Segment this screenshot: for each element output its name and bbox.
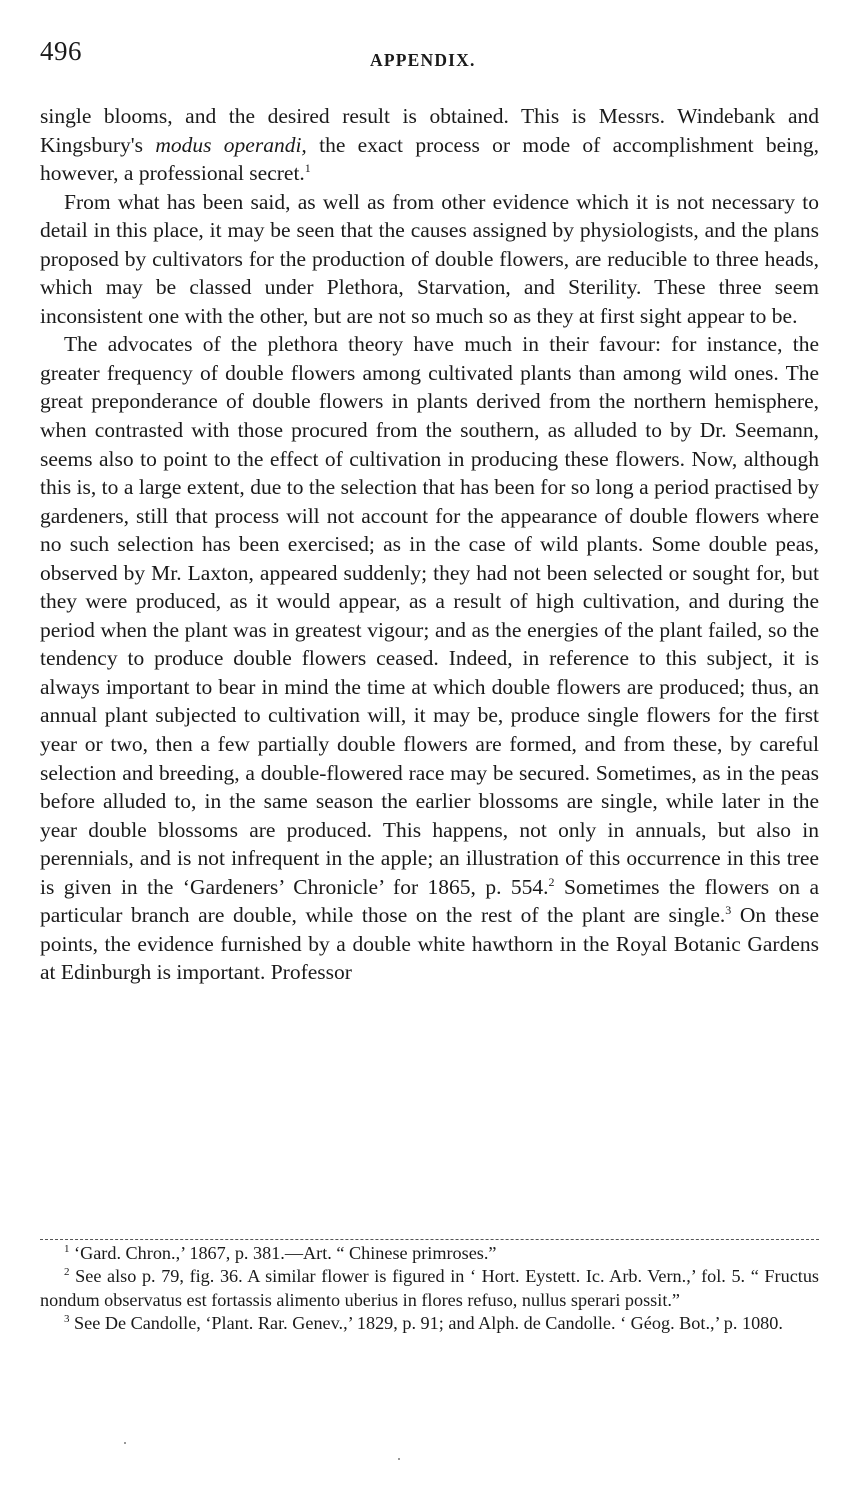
paragraph-1-text-a: single blooms, and the desired result is obtained. This is Messrs. Windebank and Kingsbury's <box>40 104 819 157</box>
footnote-ref-1[interactable]: 1 <box>304 161 311 176</box>
page-number: 496 <box>40 36 82 66</box>
footnote-2 <box>40 1265 819 1312</box>
footnote-ref-3[interactable]: 3 <box>725 903 732 918</box>
running-head: APPENDIX. <box>370 50 476 70</box>
page-header <box>40 36 820 76</box>
body-text <box>40 102 819 987</box>
paragraph-3 <box>40 330 819 987</box>
paragraph-1 <box>40 102 819 188</box>
paragraph-2: From what has been said, as well as from other evidence which it is not necessary to detail in this place, it may be seen that the causes assigned by physiologists, and the plans proposed by cultivators for the production of double flowers, are reducible to three heads, which may be classed under Plethora, Starvation, and Sterility. These three seem inconsistent one with the other, but are not so much so as they at first sight appear to be. <box>40 189 819 328</box>
footnote-2-mark: 2 <box>64 1266 70 1279</box>
paragraph-1-text-b: the exact process or mode of accomplishment being, however, a professional secret. <box>40 132 819 186</box>
footnote-3 <box>40 1312 819 1335</box>
paragraph-3-text-a: The advocates of the plethora theory have much in their favour: for instance, the greater frequency of double flowers among cultivated plants than among wild ones. The great preponderance of double flowers in plants derived from the northern hemisphere, when contrasted with those procured from the southern, as alluded to by Dr. Seemann, seems also to point to the effect of cultivation in producing these flowers. Now, although this is, to a large extent, due to the selection that has been for so long a period practised by gardeners, still that process will not account for the appearance of double flowers where no such selection has been exercised; as in the case of wild plants. Some double peas, observed by Mr. Laxton, appeared suddenly; they had not been selected or sought for, but they were produced, as it would appear, as a result of high cultivation, and during the period when the plant was in greatest vigour; and as the energies of the plant failed, so the tendency to produce double flowers ceased. Indeed, in reference to this subject, it is always important to bear in mind the time at which double flowers are produced; thus, an annual plant subjected to cultivation will, it may be, produce single flowers for the first year or two, then a few partially double flowers are formed, and from these, by careful selection and breeding, a double-flowered race may be secured. Sometimes, as in the peas before alluded to, in the same season the earlier blossoms are single, while later in the year double blossoms are produced. This happens, not only in annuals, but also in perennials, and is not infrequent in the apple; an illustration of this occurrence in this tree is given in the ‘Gardeners’ Chronicle’ for 1865, p. 554. <box>40 332 819 899</box>
footnote-3-mark: 3 <box>64 1312 70 1325</box>
footnote-1-mark: 1 <box>64 1243 70 1255</box>
footnote-1 <box>40 1242 819 1265</box>
paper-speck <box>398 1458 400 1460</box>
footnote-ref-2[interactable]: 2 <box>548 874 555 889</box>
paragraph-3-text-b: Sometimes the flowers on a particular branch are double, while those on the rest of the plant are single. <box>40 874 819 928</box>
footnote-1-text: ‘Gard. Chron.,’ 1867, p. 381.—Art. “ Chinese primroses.” <box>69 1243 497 1263</box>
paragraph-1-italic: modus operandi, <box>155 132 307 157</box>
footnote-2-text: See also p. 79, fig. 36. A similar flower is figured in ‘ Hort. Eystett. Ic. Arb. Vern.,’ fol. 5. “ Fructus nondum observatus est fortassis alimento uberius in flores refuso, nullus sperari possit.” <box>40 1266 819 1310</box>
footnote-3-text: See De Candolle, ‘Plant. Rar. Genev.,’ 1829, p. 91; and Alph. de Candolle. ‘ Géog. Bot.,’ p. 1080. <box>69 1312 783 1333</box>
paper-speck <box>124 1442 126 1444</box>
footnotes <box>40 1239 819 1335</box>
paragraph-3-text-c: On these points, the evidence furnished by a double white hawthorn in the Royal Botanic Gardens at Edinburgh is important. Professor <box>40 903 819 985</box>
